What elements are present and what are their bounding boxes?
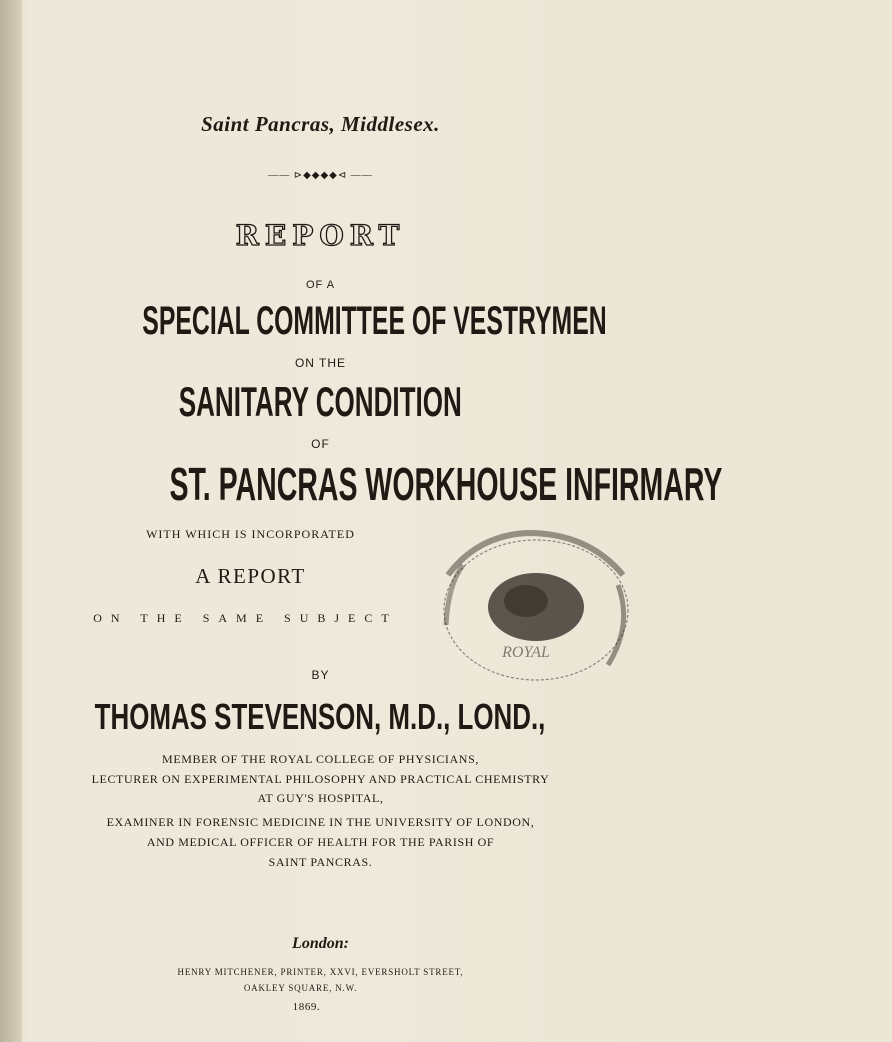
by-label: BY xyxy=(311,668,330,682)
stamp-text: ROYAL xyxy=(502,644,550,661)
library-stamp xyxy=(418,515,636,687)
imprint-city: London: xyxy=(292,935,349,952)
report-title: REPORT xyxy=(235,219,406,252)
subject-heading: SANITARY CONDITION xyxy=(178,378,463,425)
committee-heading: SPECIAL COMMITTEE OF VESTRYMEN xyxy=(142,299,607,343)
credential-line: MEMBER OF THE ROYAL COLLEGE OF PHYSICIANS, xyxy=(162,752,479,766)
book-spine-shadow xyxy=(0,0,22,1042)
same-subject-line: ON THE SAME SUBJECT xyxy=(93,611,398,625)
place-heading: Saint Pancras, Middlesex. xyxy=(201,112,440,136)
institution-heading-wrap xyxy=(0,457,723,511)
with-which-line: WITH WHICH IS INCORPORATED xyxy=(146,527,355,541)
printer-line: HENRY MITCHENER, PRINTER, XXVI, EVERSHOLT STREET, xyxy=(177,967,464,977)
printer-line: OAKLEY SQUARE, N.W. xyxy=(243,983,358,993)
author-name-wrap xyxy=(0,696,641,738)
of-label: OF xyxy=(311,437,330,451)
credential-line: AT GUY'S HOSPITAL, xyxy=(257,791,384,805)
on-the-label: ON THE xyxy=(294,356,347,370)
ornament-rule: —— ⊳◆◆◆◆⊲ —— xyxy=(268,170,373,181)
credential-line: AND MEDICAL OFFICER OF HEALTH FOR THE PARISH OF xyxy=(146,835,495,849)
author-name: THOMAS STEVENSON, M.D., LOND., xyxy=(95,696,546,737)
a-report-line: A REPORT xyxy=(195,564,306,588)
imprint-year: 1869. xyxy=(292,1001,321,1013)
of-a-label: OF A xyxy=(305,279,336,291)
credential-line: LECTURER ON EXPERIMENTAL PHILOSOPHY AND PRACTICAL CHEMISTRY xyxy=(91,772,550,786)
institution-heading: ST. PANCRAS WORKHOUSE INFIRMARY xyxy=(169,458,723,510)
subject-heading-wrap xyxy=(0,378,641,426)
credential-line: SAINT PANCRAS. xyxy=(268,855,373,869)
committee-heading-wrap xyxy=(0,299,641,344)
credential-line: EXAMINER IN FORENSIC MEDICINE IN THE UNIVERSITY OF LONDON, xyxy=(106,815,535,829)
